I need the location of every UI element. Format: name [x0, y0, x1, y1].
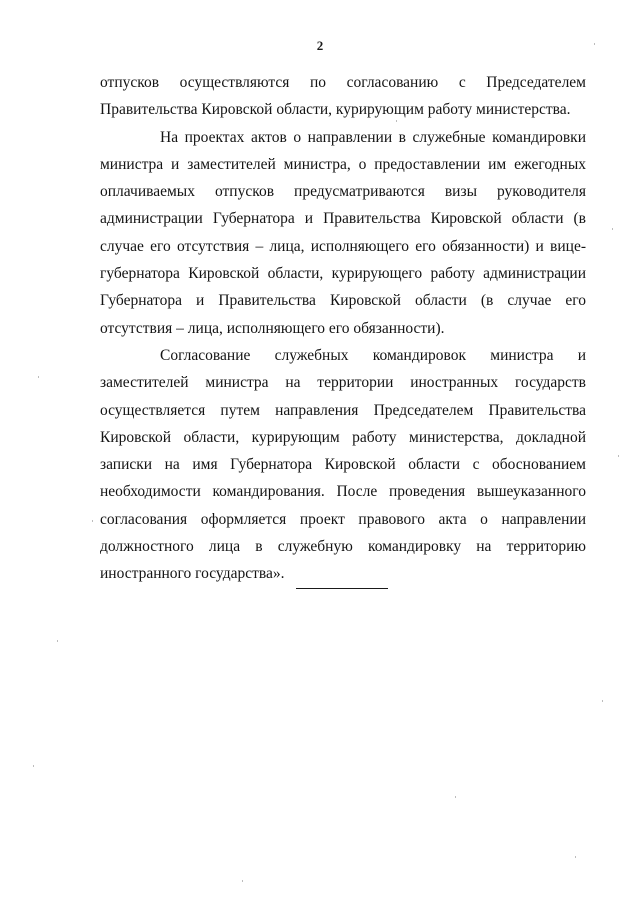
document-body — [100, 69, 586, 588]
scan-speck — [618, 455, 619, 457]
scan-speck — [57, 640, 58, 642]
scan-speck — [242, 880, 243, 882]
paragraph-visas: На проектах актов о направлении в служебные командировки министра и заместителей министра, о предоставлении им ежегодных оплачиваемых отпусков предусматриваются визы руководителя администрации Губернатора и Правительства Кировской области (в случае его отсутствия – лица, исполняющего его обязанности) и вице-губернатора Кировской области, курирующего работу администрации Губернатора и Правительства Кировской области (в случае его отсутствия – лица, исполняющего его обязанности). — [100, 128, 586, 337]
end-of-text-rule — [296, 588, 388, 589]
paragraph-continuation: отпусков осуществляются по согласованию с Председателем Правительства Кировской области, курирующим работу министерства. — [100, 74, 586, 119]
scan-speck — [38, 376, 39, 378]
paragraph-foreign-trips: Согласование служебных командировок министра и заместителей министра на территории иностранных государств осуществляется путем направления Председателем Правительства Кировской области, курирующим работу министерства, докладной записки на имя Губернатора Кировской области с обоснованием необходимости командирования. После проведения вышеуказанного согласования оформляется проект правового акта о направлении должностного лица в служебную командировку на территорию иностранного государства». — [100, 346, 586, 583]
scan-speck — [602, 700, 603, 702]
scan-speck — [33, 765, 34, 767]
scan-speck — [396, 120, 397, 122]
scan-speck — [575, 856, 576, 858]
scan-speck — [455, 796, 456, 798]
scan-speck — [594, 43, 595, 45]
page-number: 2 — [316, 38, 324, 53]
scan-speck — [92, 520, 93, 522]
scan-speck — [612, 228, 613, 230]
